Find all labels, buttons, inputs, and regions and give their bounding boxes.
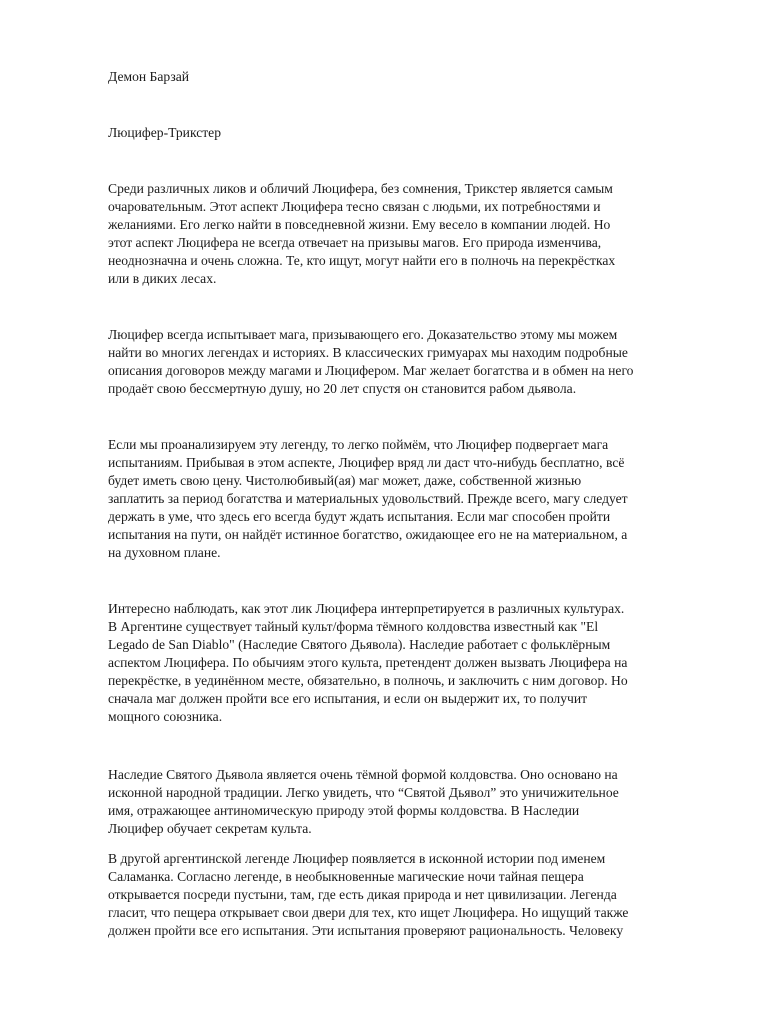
paragraph-line: держать в уме, что здесь его всегда будут ждать испытания. Если маг способен пройти — [108, 509, 611, 524]
paragraph-line: заплатить за период богатства и материальных удовольствий. Прежде всего, магу следует — [108, 491, 628, 506]
author-line: Демон Барзай — [108, 69, 190, 84]
paragraph-line: перекрёстке, в уединённом месте, обязательно, в полночь, и заключить с ним договор. Но — [108, 673, 628, 688]
paragraph-line: Люцифер всегда испытывает мага, призывающего его. Доказательство этому мы можем — [108, 327, 618, 342]
paragraph-line: Интересно наблюдать, как этот лик Люцифера интерпретируется в различных культурах. — [108, 601, 625, 616]
paragraph-2 — [108, 326, 708, 398]
paragraph-line: будет иметь свою цену. Чистолюбивый(ая) маг может, даже, собственной жизнью — [108, 473, 582, 488]
paragraph-line: сначала маг должен пройти все его испытания, и если он выдержит их, то получит — [108, 691, 588, 706]
paragraph-4 — [108, 600, 708, 726]
paragraph-line: желаниями. Его легко найти в повседневной жизни. Ему весело в компании людей. Но — [108, 217, 611, 232]
paragraph-line: гласит, что пещера открывает свои двери для тех, кто ищет Люцифера. Но ищущий также — [108, 905, 629, 920]
paragraph-1 — [108, 180, 708, 288]
paragraph-line: или в диких лесах. — [108, 271, 217, 286]
document-title: Люцифер-Трикстер — [108, 125, 222, 140]
paragraph-line: Саламанка. Согласно легенде, в необыкновенные магические ночи тайная пещера — [108, 869, 584, 884]
paragraph-line: испытания на пути, он найдёт истинное богатство, ожидающее его не на материальном, а — [108, 527, 628, 542]
paragraph-line: открывается посреди пустыни, там, где есть дикая природа и нет цивилизации. Легенда — [108, 887, 617, 902]
paragraph-line: Если мы проанализируем эту легенду, то легко поймём, что Люцифер подвергает мага — [108, 437, 609, 452]
paragraph-line: продаёт свою бессмертную душу, но 20 лет спустя он становится рабом дьявола. — [108, 381, 577, 396]
paragraph-line: найти во многих легендах и историях. В классических гримуарах мы находим подробные — [108, 345, 628, 360]
paragraph-line: должен пройти все его испытания. Эти испытания проверяют рациональность. Человеку — [108, 923, 624, 938]
paragraph-line: на духовном плане. — [108, 545, 221, 560]
paragraph-line: неоднозначна и очень сложна. Те, кто ищут, могут найти его в полночь на перекрёстках — [108, 253, 616, 268]
paragraph-line: мощного союзника. — [108, 709, 223, 724]
paragraph-line: В другой аргентинской легенде Люцифер появляется в исконной истории под именем — [108, 851, 606, 866]
paragraph-line: В Аргентине существует тайный культ/форма тёмного колдовства известный как "El — [108, 619, 599, 634]
paragraph-line: исконной народной традиции. Легко увидеть, что “Святой Дьявол” это уничижительное — [108, 785, 619, 800]
paragraph-line: Наследие Святого Дьявола является очень тёмной формой колдовства. Оно основано на — [108, 767, 618, 782]
paragraph-line: Люцифер обучает секретам культа. — [108, 821, 312, 836]
paragraph-3 — [108, 436, 708, 562]
paragraph-line: имя, отражающее антиномическую природу этой формы колдовства. В Наследии — [108, 803, 580, 818]
paragraph-5 — [108, 766, 708, 838]
paragraph-line: аспектом Люцифера. По обычиям этого культа, претендент должен вызвать Люцифера на — [108, 655, 628, 670]
paragraph-6 — [108, 850, 708, 940]
paragraph-line: описания договоров между магами и Люцифером. Маг желает богатства и в обмен на него — [108, 363, 634, 378]
paragraph-line: Legado de San Diablo" (Наследие Святого Дьявола). Наследие работает с фольклёрным — [108, 637, 611, 652]
paragraph-line: Среди различных ликов и обличий Люцифера, без сомнения, Трикстер является самым — [108, 181, 613, 196]
paragraph-line: испытаниям. Прибывая в этом аспекте, Люцифер вряд ли даст что-нибудь бесплатно, всё — [108, 455, 625, 470]
paragraph-line: очаровательным. Этот аспект Люцифера тесно связан с людьми, их потребностями и — [108, 199, 601, 214]
paragraph-line: этот аспект Люцифера не всегда отвечает на призывы магов. Его природа изменчива, — [108, 235, 602, 250]
